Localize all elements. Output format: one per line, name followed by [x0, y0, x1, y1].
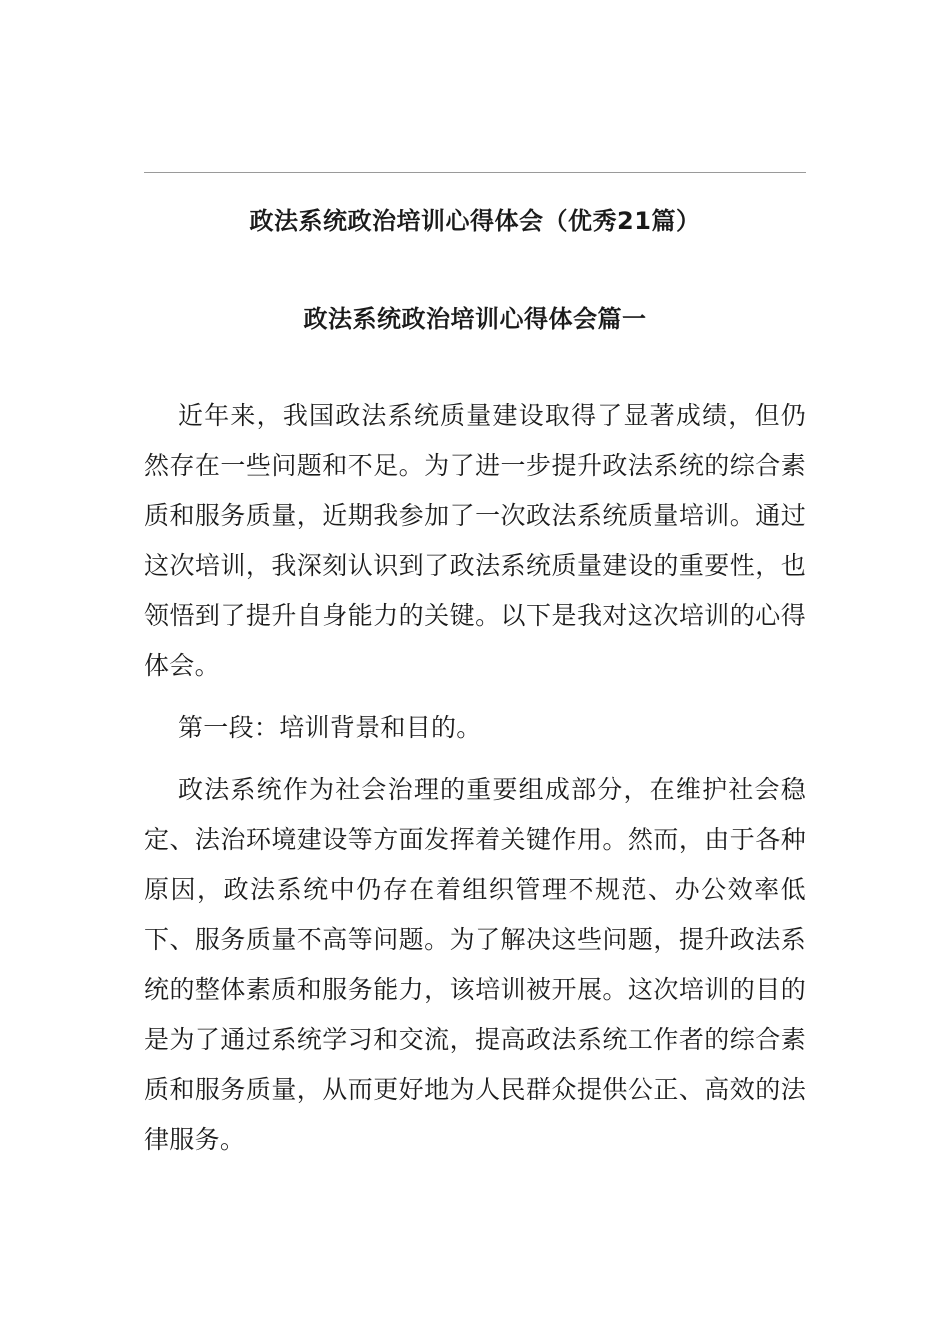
paragraph-intro: 近年来，我国政法系统质量建设取得了显著成绩，但仍然存在一些问题和不足。为了进一步提升政法系统的综合素质和服务质量，近期我参加了一次政法系统质量培训。通过这次培训，我深刻认识到了政法系统质量建设的重要性，也领悟到了提升自身能力的关键。以下是我对这次培训的心得体会。 — [144, 401, 806, 680]
paragraph-background: 政法系统作为社会治理的重要组成部分，在维护社会稳定、法治环境建设等方面发挥着关键作用。然而，由于各种原因，政法系统中仍存在着组织管理不规范、办公效率低下、服务质量不高等问题。为了解决这些问题，提升政法系统的整体素质和服务能力，该培训被开展。这次培训的目的是为了通过系统学习和交流，提高政法系统工作者的综合素质和服务质量，从而更好地为人民群众提供公正、高效的法律服务。 — [144, 775, 806, 1154]
section-title: 政法系统政治培训心得体会篇一 — [303, 305, 647, 333]
header-divider — [144, 172, 806, 173]
paragraph-heading-first-section: 第一段：培训背景和目的。 — [178, 713, 482, 742]
document-title: 政法系统政治培训心得体会（优秀21篇） — [249, 207, 701, 235]
document-body — [144, 391, 806, 1177]
